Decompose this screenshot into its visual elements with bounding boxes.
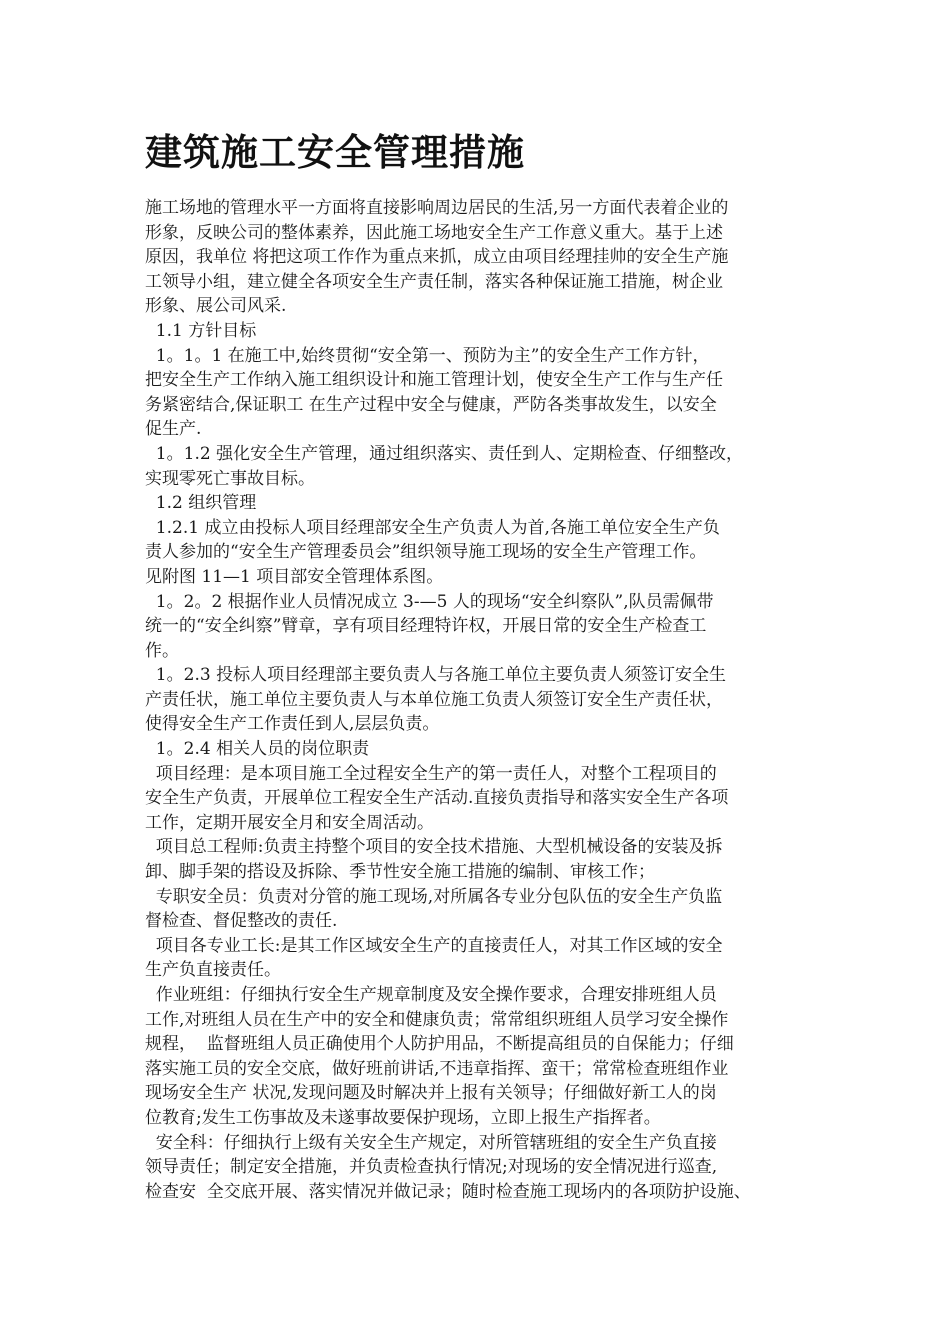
paragraph-line: 位教育;发生工伤事故及未遂事故要保护现场，立即上报生产指挥者。 <box>145 1107 661 1128</box>
paragraph-line: 作。 <box>145 640 179 661</box>
paragraph-line: 落实施工员的安全交底，做好班前讲话,不违章指挥、蛮干；常常检查班组作业 <box>145 1058 729 1079</box>
paragraph-line: 促生产. <box>145 419 202 440</box>
paragraph-line: 原因，我单位 将把这项工作作为重点来抓，成立由项目经理挂帅的安全生产施 <box>145 247 729 268</box>
paragraph-line: 责人参加的“安全生产管理委员会”组织领导施工现场的安全生产管理工作。 <box>145 542 707 563</box>
paragraph-line: 生产负直接责任。 <box>145 960 281 981</box>
paragraph-line: 把安全生产工作纳入施工组织设计和施工管理计划，使安全生产工作与生产任 <box>145 370 723 391</box>
paragraph-line: 工作，定期开展安全月和安全周活动。 <box>145 812 434 833</box>
document-title: 建筑施工安全管理措施 <box>145 130 525 174</box>
paragraph-line: 施工场地的管理水平一方面将直接影响周边居民的生活,另一方面代表着企业的 <box>145 198 729 218</box>
paragraph-line: 1。1.2 强化安全生产管理，通过组织落实、责任到人、定期检查、仔细整改， <box>145 443 744 464</box>
paragraph-line: 工作,对班组人员在生产中的安全和健康负责；常常组织班组人员学习安全操作 <box>145 1009 729 1030</box>
paragraph-line: 安全生产负责，开展单位工程安全生产活动.直接负责指导和落实安全生产各项 <box>145 788 729 809</box>
paragraph-line: 形象、展公司风采. <box>145 296 287 317</box>
paragraph-line: 务紧密结合,保证职工 在生产过程中安全与健康，严防各类事故发生，以安全 <box>145 394 717 415</box>
paragraph-line: 1.2 组织管理 <box>145 493 257 514</box>
paragraph-line: 工领导小组，建立健全各项安全生产责任制，落实各种保证施工措施，树企业 <box>145 271 723 292</box>
paragraph-line: 领导责任；制定安全措施，并负责检查执行情况;对现场的安全情况进行巡查, <box>145 1157 718 1178</box>
paragraph-line: 专职安全员：负责对分管的施工现场,对所属各专业分包队伍的安全生产负监 <box>145 886 723 907</box>
paragraph-line: 使得安全生产工作责任到人,层层负责。 <box>145 714 440 735</box>
paragraph-line: 规程， 监督班组人员正确使用个人防护用品，不断提高组员的自保能力；仔细 <box>145 1034 734 1055</box>
paragraph-line: 现场安全生产 状况,发现问题及时解决并上报有关领导；仔细做好新工人的岗 <box>145 1083 717 1104</box>
paragraph-line: 项目总工程师:负责主持整个项目的安全技术措施、大型机械设备的安装及拆 <box>145 837 723 858</box>
paragraph-line: 项目经理：是本项目施工全过程安全生产的第一责任人，对整个工程项目的 <box>145 763 717 784</box>
paragraph-line: 1.2.1 成立由投标人项目经理部安全生产负责人为首,各施工单位安全生产负 <box>145 517 720 538</box>
paragraph-line: 产责任状，施工单位主要负责人与本单位施工负责人须签订安全生产责任状， <box>145 689 723 710</box>
paragraph-line: 1。2。2 根据作业人员情况成立 3-—5 人的现场“安全纠察队”,队员需佩带 <box>145 591 714 612</box>
paragraph-line: 督检查、督促整改的责任. <box>145 911 338 932</box>
paragraph-line: 1。1。1 在施工中,始终贯彻“安全第一、预防为主”的安全生产工作方针， <box>145 345 710 366</box>
paragraph-line: 形象，反映公司的整体素养，因此施工场地安全生产工作意义重大。基于上述 <box>145 222 723 243</box>
paragraph-line: 项目各专业工长:是其工作区域安全生产的直接责任人，对其工作区域的安全 <box>145 935 723 956</box>
paragraph-line: 1。2.4 相关人员的岗位职责 <box>145 739 370 760</box>
paragraph-line: 见附图 11—1 项目部安全管理体系图。 <box>145 566 444 587</box>
paragraph-line: 1。2.3 投标人项目经理部主要负责人与各施工单位主要负责人须签订安全生 <box>145 665 727 686</box>
paragraph-line: 作业班组：仔细执行安全生产规章制度及安全操作要求，合理安排班组人员 <box>145 985 717 1005</box>
paragraph-line: 统一的“安全纠察”臂章，享有项目经理特许权，开展日常的安全生产检查工 <box>145 616 707 637</box>
paragraph-line: 检查安 全交底开展、落实情况并做记录；随时检查施工现场内的各项防护设施、 <box>145 1181 751 1202</box>
paragraph-line: 安全科：仔细执行上级有关安全生产规定，对所管辖班组的安全生产负直接 <box>145 1132 717 1153</box>
paragraph-line: 1.1 方针目标 <box>145 320 257 341</box>
paragraph-line: 实现零死亡事故目标。 <box>145 468 315 489</box>
paragraph-line: 卸、脚手架的搭设及拆除、季节性安全施工措施的编制、审核工作； <box>145 862 655 883</box>
document-body <box>145 196 813 1204</box>
